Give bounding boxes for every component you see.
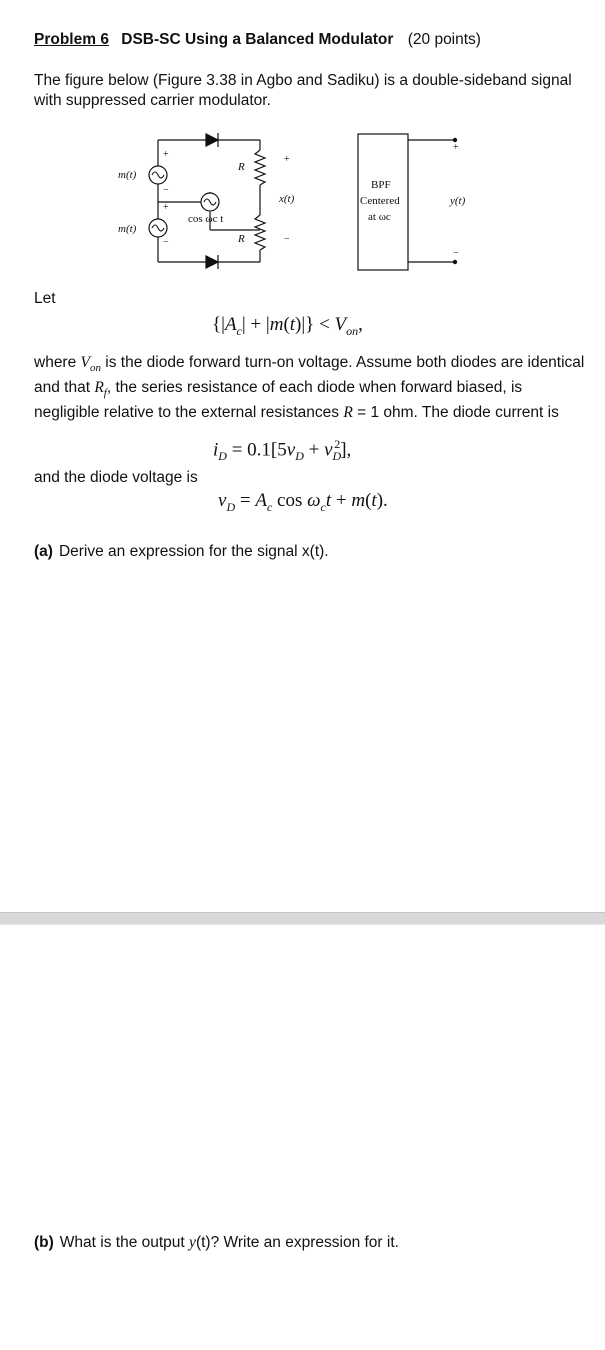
minus-sign: −: [453, 248, 459, 259]
x-signal-label: x(t): [279, 193, 295, 205]
diode-description: where $V_{on}$ is the diode forward turn-on voltage. Assume both diodes are identical and that $R_f$, the series resistance of each diode when forward biased, is negligible relative to the external resistances R = 1 ohm. The diode current is: [34, 354, 585, 422]
y-signal-label: y(t): [450, 195, 466, 207]
resistor-bottom-label: R: [238, 233, 245, 245]
diode-voltage-equation: $v_D = A_c$ $\cos \omega_ct + m(t)$.: [218, 490, 388, 514]
part-a-label: (a): [34, 543, 53, 560]
plus-sign: +: [163, 149, 169, 160]
part-b-question: (b) What is the output y(t)? Write an expression for it.: [34, 1234, 399, 1251]
minus-sign: −: [163, 237, 169, 248]
problem-title: DSB-SC Using a Balanced Modulator: [121, 31, 394, 48]
bpf-label-2: Centered: [360, 195, 400, 207]
section-divider: [0, 912, 605, 925]
diode-voltage-intro: and the diode voltage is: [34, 469, 198, 486]
minus-sign: −: [284, 234, 290, 245]
balanced-modulator-circuit: [110, 120, 490, 280]
resistor-top-label: R: [238, 161, 245, 173]
bpf-label-1: BPF: [371, 179, 391, 191]
plus-sign: +: [163, 202, 169, 213]
condition-equation: $\{|A_c| + |m(t)|\} < V_{on}$,: [212, 314, 363, 338]
bpf-label-3: at ωc: [368, 211, 391, 223]
part-b-label: (b): [34, 1234, 54, 1251]
minus-sign: −: [163, 185, 169, 196]
source-top-label: m(t): [118, 169, 137, 181]
source-bottom-label: m(t): [118, 223, 137, 235]
diode-current-equation: $i_D = 0.1[5v_D + v_D^2]$,: [213, 437, 352, 464]
part-a-question: (a) Derive an expression for the signal x(t).: [34, 543, 329, 560]
let-label: Let: [34, 290, 56, 307]
problem-points: (20 points): [407, 31, 481, 48]
carrier-label: cos ωc t: [188, 213, 224, 225]
intro-paragraph: The figure below (Figure 3.38 in Agbo and Sadiku) is a double-sideband signal with suppressed carrier modulator.: [34, 72, 572, 109]
problem-heading: [34, 31, 481, 49]
plus-sign: +: [284, 154, 290, 165]
plus-sign: +: [453, 142, 459, 153]
problem-number: Problem 6: [34, 31, 109, 48]
